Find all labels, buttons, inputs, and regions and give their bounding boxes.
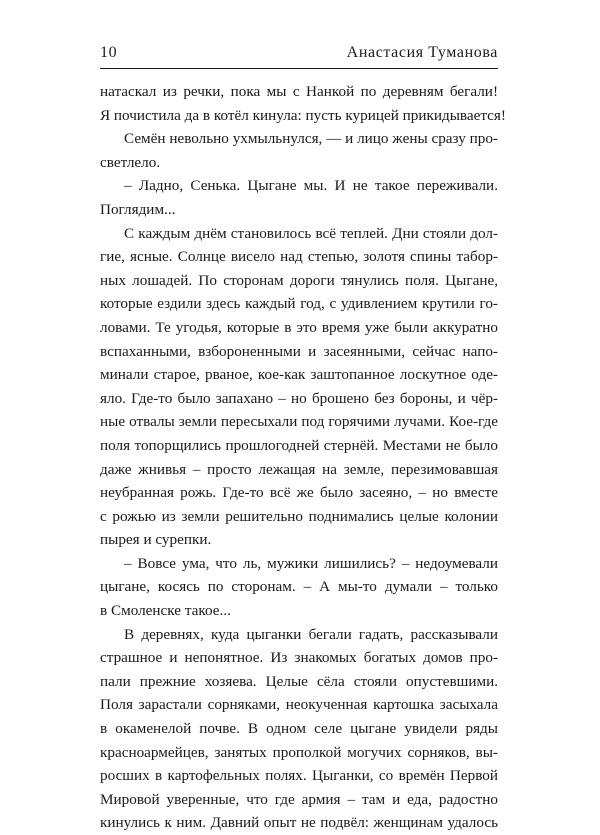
text-line: С каждым днём становилось всё теплей. Дни стояли дол- bbox=[124, 224, 498, 242]
text-line: Семён невольно ухмыльнулся, — и лицо жены сразу про- bbox=[124, 130, 498, 148]
text-line: гие, ясные. Солнце висело над степью, золотя спины табор- bbox=[100, 248, 498, 266]
text-line: вспаханными, взбороненными и засеянными, сейчас напо- bbox=[100, 342, 498, 360]
text-line: с рожью из земли решительно поднимались целые колонии bbox=[100, 507, 498, 525]
text-line: натаскал из речки, пока мы с Нанкой по деревням бегали! bbox=[100, 83, 498, 100]
text-line: Я почистила да в котёл кинула: пусть курицей прикидывается! bbox=[100, 106, 506, 124]
text-line: светлело. bbox=[100, 153, 161, 171]
running-header bbox=[100, 42, 498, 69]
text-line: пырея и сурепки. bbox=[100, 531, 212, 549]
text-line: – Ладно, Сенька. Цыгане мы. И не такое переживали. bbox=[124, 177, 498, 195]
text-line: ные отвалы земли пересыхали под горячими лучами. Кое-где bbox=[100, 413, 498, 431]
text-line: в окаменелой почве. В одном селе цыгане увидели ряды bbox=[100, 720, 498, 738]
running-title: Анастасия Туманова bbox=[346, 44, 498, 61]
text-line: минали старое, рваное, кое-как заштопанное лоскутное оде- bbox=[100, 366, 498, 384]
body-text bbox=[100, 80, 506, 835]
text-line: кинулись к ним. Давний опыт не подвёл: женщинам удалось bbox=[100, 814, 498, 832]
text-line: красноармейцев, занятых прополкой могучих сорняков, вы- bbox=[100, 743, 498, 761]
text-line: В деревнях, куда цыганки бегали гадать, рассказывали bbox=[124, 625, 498, 643]
text-line: Мировой уверенные, что где армия – там и еда, радостно bbox=[100, 790, 498, 808]
text-line: пали прежние хозяева. Целые сёла стояли опустевшими. bbox=[100, 672, 498, 690]
text-line: в Смоленске такое... bbox=[100, 602, 231, 620]
text-line: поля топорщились прошлогодней стернёй. Местами не было bbox=[100, 436, 498, 454]
text-line: Поглядим... bbox=[100, 200, 176, 218]
text-line: неубранная рожь. Где-то всё же было засеяно, – но вместе bbox=[100, 484, 498, 502]
text-line: страшное и непонятное. Из знакомых богатых домов про- bbox=[100, 649, 498, 667]
text-line: ных лошадей. По сторонам дороги тянулись поля. Цыгане, bbox=[100, 271, 498, 289]
text-line: яло. Где-то было запахано – но брошено без бороны, и чёр- bbox=[100, 389, 498, 407]
text-line: – Вовсе ума, что ль, мужики лишились? – недоумевали bbox=[124, 554, 498, 572]
text-line: которые ездили здесь каждый год, с удивлением крутили го- bbox=[100, 295, 498, 313]
text-line: Поля зарастали сорняками, неокученная картошка засыхала bbox=[100, 696, 498, 714]
text-line: ловами. Те угодья, которые в это время уже были аккуратно bbox=[100, 318, 498, 336]
page-number: 10 bbox=[100, 44, 118, 61]
text-line: даже жнивья – просто лежащая на земле, перезимовавшая bbox=[100, 460, 498, 478]
text-line: цыгане, косясь по сторонам. – А мы-то думали – только bbox=[100, 578, 498, 596]
text-line: росших в картофельных полях. Цыганки, со времён Первой bbox=[100, 767, 498, 785]
